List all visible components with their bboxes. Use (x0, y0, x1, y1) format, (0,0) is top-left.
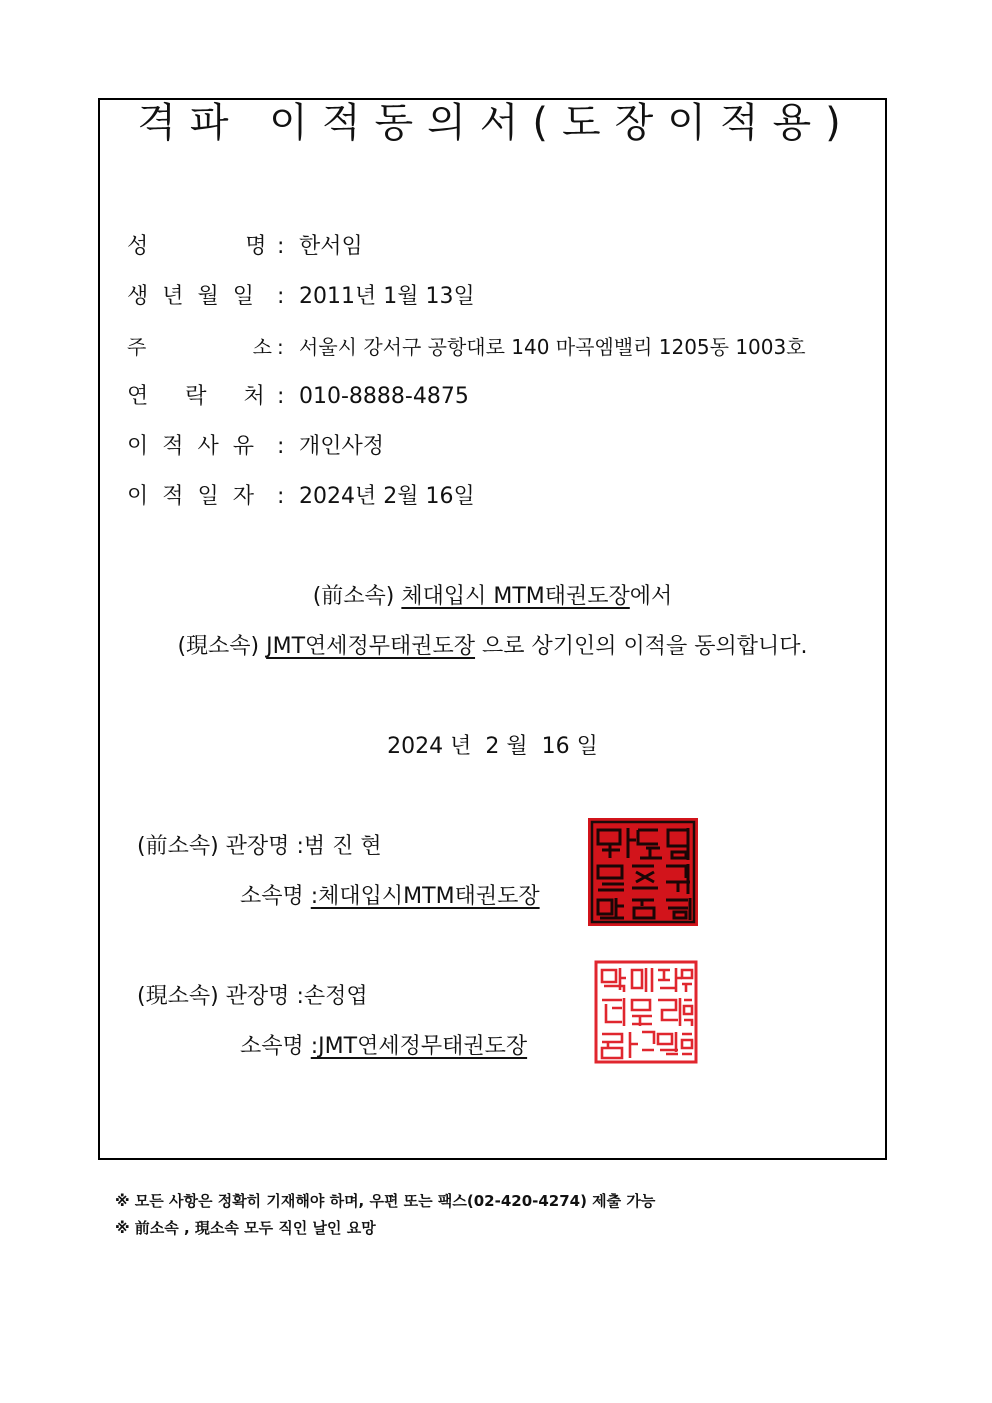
prev-director-label: 관장명 (225, 834, 290, 859)
field-label: 이적사유 (127, 434, 269, 459)
consent-line-2 (98, 630, 887, 664)
prev-director-name: :범 진 현 (296, 834, 382, 859)
prev-dojang-name: 체대입시 MTM태권도장 (401, 584, 630, 609)
prev-dojang-line (240, 880, 540, 914)
curr-affiliation-label: (現소속) (177, 634, 260, 659)
consent-line-1 (98, 580, 887, 614)
field-value: 서울시 강서구 공항대로 140 마곡엠밸리 1205동 1003호 (299, 335, 806, 359)
field-label: 연 락 처 (127, 384, 265, 409)
prev-affiliation-label: (前소속) (312, 584, 395, 609)
field-name (127, 230, 363, 264)
field-value: 개인사정 (299, 434, 385, 459)
field-value: 한서임 (299, 234, 363, 259)
field-colon: : (277, 335, 284, 359)
prev-affiliation-tag: (前소속) (137, 834, 219, 859)
document-title: 격파 이적동의서(도장이적용) (137, 100, 855, 146)
field-colon: : (277, 384, 285, 409)
field-contact (127, 380, 469, 414)
field-label: 주 소 (127, 335, 272, 359)
seal-background (588, 818, 698, 926)
field-address (127, 330, 806, 364)
field-value: 2024년 2월 16일 (299, 484, 475, 509)
field-label: 이적일자 (127, 484, 269, 509)
prev-dojang-label: 소속명 (240, 884, 304, 909)
curr-director-label: 관장명 (225, 984, 290, 1009)
curr-director-line (137, 980, 368, 1014)
consent-prev-suffix: 에서 (629, 584, 673, 609)
field-birthdate (127, 280, 475, 314)
field-label: 성 명 (127, 234, 267, 259)
prev-official-seal (588, 818, 698, 926)
footnote-seal-required: ※ 前소속 , 現소속 모두 직인 날인 요망 (115, 1219, 376, 1237)
field-colon: : (277, 434, 285, 459)
field-colon: : (277, 234, 285, 259)
field-value: 2011년 1월 13일 (299, 284, 475, 309)
curr-dojang-line (240, 1030, 527, 1064)
prev-dojang-value: :체대입시MTM태권도장 (310, 884, 540, 909)
prev-director-line (137, 830, 382, 864)
consent-date: 2024 년 2 월 16 일 (387, 734, 598, 759)
consent-curr-suffix: 으로 상기인의 이적을 동의합니다. (482, 634, 808, 659)
curr-dojang-name: JMT연세정무태권도장 (266, 634, 476, 659)
field-colon: : (277, 484, 285, 509)
field-colon: : (277, 284, 285, 309)
curr-official-seal (594, 960, 698, 1064)
curr-affiliation-tag: (現소속) (137, 984, 219, 1009)
field-transfer-reason (127, 430, 384, 464)
curr-dojang-value: :JMT연세정무태권도장 (310, 1034, 528, 1059)
field-transfer-date (127, 480, 475, 514)
curr-dojang-label: 소속명 (240, 1034, 304, 1059)
footnote-submission: ※ 모든 사항은 정확히 기재해야 하며, 우편 또는 팩스(02-420-4274) 제출 가능 (115, 1192, 656, 1210)
curr-director-name: :손정엽 (296, 984, 368, 1009)
field-label: 생년월일 (127, 284, 269, 309)
field-value: 010-8888-4875 (299, 384, 469, 409)
